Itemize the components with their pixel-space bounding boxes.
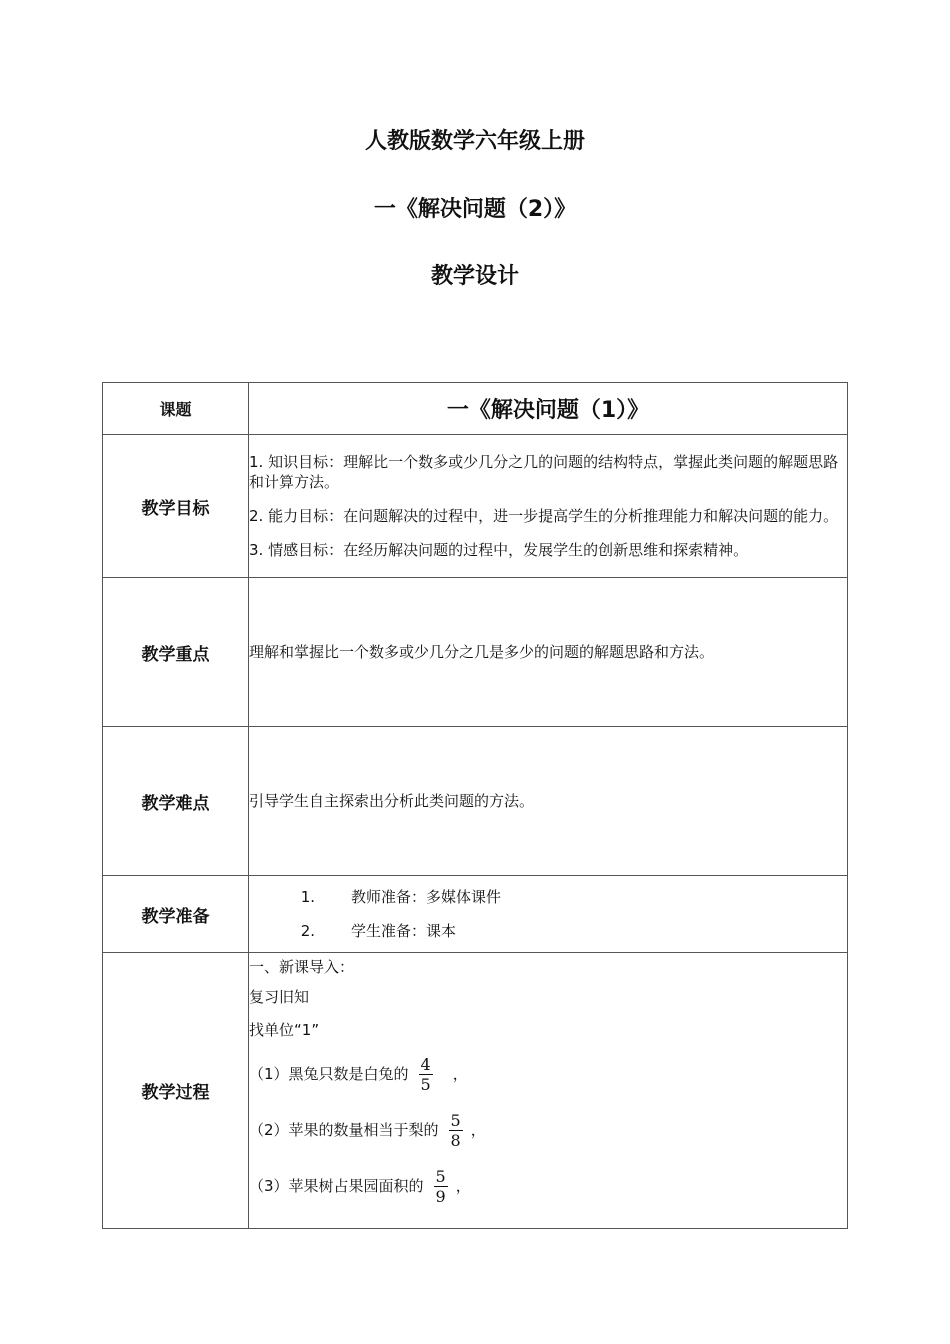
preparation-label: 教学准备 xyxy=(103,876,249,953)
fraction-denominator: 8 xyxy=(450,1130,461,1150)
objectives-content xyxy=(249,435,848,578)
key-points-label: 教学重点 xyxy=(103,578,249,727)
fraction-numerator: 5 xyxy=(450,1110,461,1130)
fraction-numerator: 5 xyxy=(435,1166,446,1186)
fraction-question-suffix: ， xyxy=(470,1121,486,1139)
preparation-row xyxy=(103,876,848,953)
process-line: 找单位“1” xyxy=(249,1020,320,1039)
key-points-text: 理解和掌握比一个数多或少几分之几是多少的问题的解题思路和方法。 xyxy=(249,578,848,727)
process-content xyxy=(249,953,848,1229)
fraction-question-suffix: ， xyxy=(452,1065,468,1083)
difficulties-label: 教学难点 xyxy=(103,727,249,876)
fraction-numerator: 4 xyxy=(420,1054,431,1074)
preparation-item xyxy=(249,914,847,948)
objectives-label: 教学目标 xyxy=(103,435,249,578)
fraction-denominator: 9 xyxy=(435,1186,446,1206)
objective-item: 3. 情感目标：在经历解决问题的过程中，发展学生的创新思维和探索精神。 xyxy=(249,541,749,559)
topic-value: 一《解决问题（1）》 xyxy=(249,383,848,435)
difficulties-text: 引导学生自主探索出分析此类问题的方法。 xyxy=(249,727,848,876)
process-line: 复习旧知 xyxy=(249,987,310,1006)
key-points-row xyxy=(103,578,848,727)
fraction xyxy=(434,1167,448,1206)
fraction xyxy=(449,1111,463,1150)
preparation-content xyxy=(249,876,848,953)
fraction-denominator: 5 xyxy=(420,1074,431,1094)
topic-row xyxy=(103,383,848,435)
fraction-question-prefix: （3）苹果树占果园面积的 xyxy=(249,1177,424,1195)
fraction xyxy=(419,1055,433,1094)
lesson-plan-table xyxy=(102,382,848,1229)
process-label: 教学过程 xyxy=(103,953,249,1229)
objective-item: 1. 知识目标：理解比一个数多或少几分之几的问题的结构特点，掌握此类问题的解题思路和计算方法。 xyxy=(249,453,839,491)
preparation-item xyxy=(249,880,847,914)
preparation-item-text: 学生准备：课本 xyxy=(351,922,457,940)
preparation-item-number: 1. xyxy=(300,888,315,906)
difficulties-row xyxy=(103,727,848,876)
fraction-question xyxy=(249,1158,847,1214)
fraction-question xyxy=(249,1102,847,1158)
process-row xyxy=(103,953,848,1229)
preparation-item-number: 2. xyxy=(300,922,315,940)
document-title-grade: 人教版数学六年级上册 xyxy=(364,129,585,154)
document-title-lesson: 一《解决问题（2）》 xyxy=(373,197,577,222)
objectives-row xyxy=(103,435,848,578)
fraction-question-suffix: ， xyxy=(455,1177,471,1195)
fraction-question-prefix: （2）苹果的数量相当于梨的 xyxy=(249,1121,439,1139)
objective-item: 2. 能力目标：在问题解决的过程中，进一步提高学生的分析推理能力和解决问题的能力。 xyxy=(249,507,839,525)
preparation-item-text: 教师准备：多媒体课件 xyxy=(351,888,502,906)
document-title-design: 教学设计 xyxy=(430,264,519,289)
process-line: 一、新课导入： xyxy=(249,957,355,976)
topic-label: 课题 xyxy=(103,383,249,435)
fraction-question xyxy=(249,1046,847,1102)
fraction-question-prefix: （1）黑兔只数是白兔的 xyxy=(249,1065,409,1083)
